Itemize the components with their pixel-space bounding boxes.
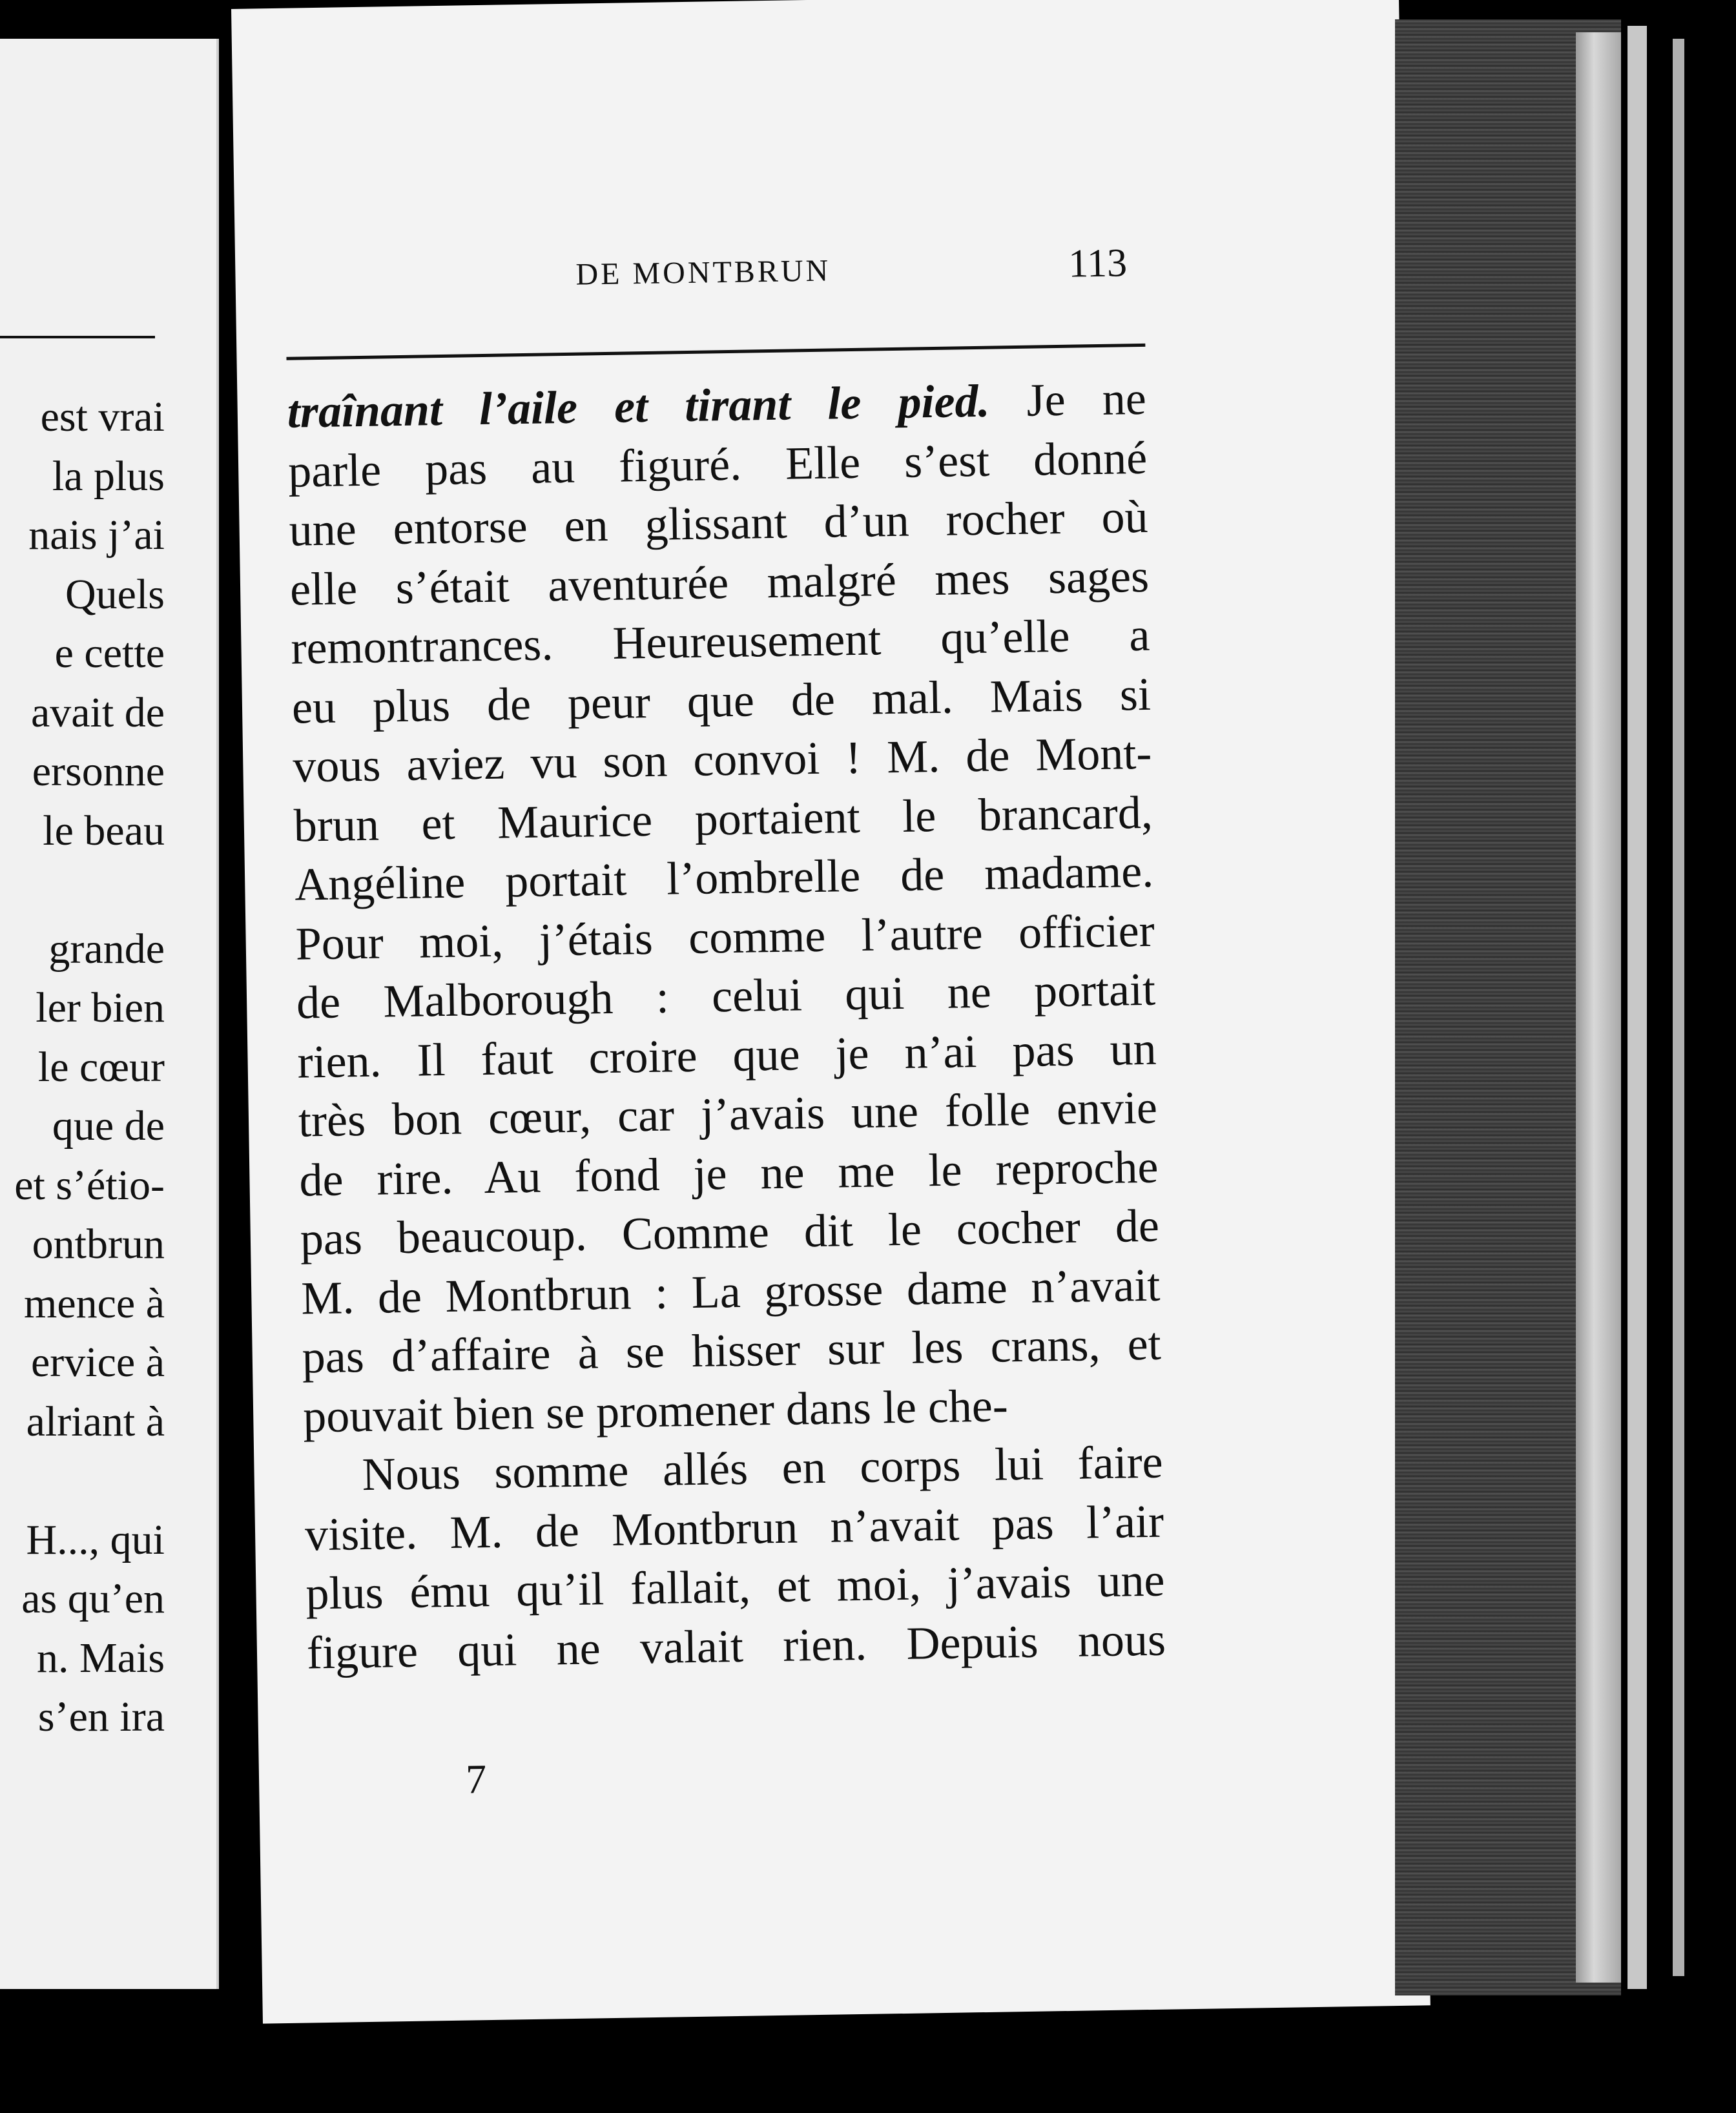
body-line: plus ému qu’il fallait, et moi, j’avais une <box>305 1554 1166 1620</box>
page-edges-light <box>1576 32 1621 1983</box>
body-line: parle pas au figuré. Elle s’est donné <box>287 431 1148 497</box>
body-line: rien. Il faut croire que je n’ai pas un <box>296 1022 1157 1088</box>
left-line: H..., qui <box>26 1516 165 1563</box>
signature-mark: 7 <box>465 1756 487 1802</box>
body-line: de Malborough : celui qui ne portait <box>296 963 1156 1029</box>
left-line: n. Mais <box>37 1634 165 1682</box>
body-line: pouvait bien se promener dans le che- <box>302 1379 1009 1443</box>
left-page <box>0 39 219 1989</box>
body-line: très bon cœur, car j’avais une folle envie <box>298 1081 1158 1147</box>
left-line: grande <box>48 925 165 973</box>
left-line: s’en ira <box>37 1693 165 1740</box>
italic-phrase: traînant l’aile et tirant le pied. <box>287 375 991 438</box>
left-line: avait de <box>30 688 165 736</box>
body-line: eu plus de peur que de mal. Mais si <box>291 668 1152 734</box>
body-line: de rire. Au fond je ne me le reproche <box>298 1140 1159 1206</box>
left-line: le cœur <box>37 1043 165 1091</box>
page-number: 113 <box>1068 241 1128 286</box>
left-line: le beau <box>43 807 165 854</box>
body-line: remontrances. Heureusement qu’elle a <box>290 608 1151 674</box>
left-line: alriant à <box>26 1397 165 1445</box>
left-page-text <box>0 387 165 1747</box>
left-line: la plus <box>52 452 165 500</box>
left-line: nais j’ai <box>28 511 165 559</box>
body-line: pas d’affaire à se hisser sur les crans, et <box>302 1317 1162 1383</box>
left-line: Quels <box>65 570 165 618</box>
body-line: pas beaucoup. Comme dit le cocher de <box>300 1199 1160 1265</box>
left-line: ontbrun <box>32 1221 165 1268</box>
body-line: brun et Maurice portaient le brancard, <box>293 786 1153 852</box>
left-line <box>0 1451 165 1510</box>
running-head: DE MONTBRUN <box>575 253 831 292</box>
body-line: une entorse en glissant d’un rocher où <box>289 490 1149 556</box>
right-page <box>231 0 1431 2024</box>
left-page-rule <box>0 336 155 338</box>
left-line <box>0 860 165 920</box>
body-line: M. de Montbrun : La grosse dame n’avait <box>300 1259 1161 1324</box>
body-line: Pour moi, j’étais comme l’autre officier <box>295 904 1155 970</box>
body-line: figure qui ne valait rien. Depuis nous <box>306 1613 1166 1678</box>
body-line: elle s’était aventurée malgré mes sages <box>289 550 1150 615</box>
page-edge-line <box>1673 39 1684 1976</box>
body-line: visite. M. de Montbrun n’avait pas l’air <box>304 1495 1164 1560</box>
left-line: ervice à <box>31 1339 165 1386</box>
left-line: ler bien <box>36 984 165 1031</box>
left-line: mence à <box>23 1279 165 1327</box>
left-line: que de <box>52 1102 165 1149</box>
body-line-rest: Je ne <box>1026 372 1147 426</box>
left-line: e cette <box>54 630 165 677</box>
body-text <box>287 369 1166 1683</box>
body-line: Angéline portait l’ombrelle de madame. <box>294 845 1154 911</box>
left-line: et s’étio- <box>14 1161 165 1209</box>
left-line: ersonne <box>32 748 165 795</box>
page-edge-strip <box>1628 26 1647 1989</box>
left-line: as qu’en <box>21 1575 165 1622</box>
body-line: Nous somme allés en corps lui faire <box>362 1436 1164 1501</box>
header-rule <box>286 344 1145 360</box>
body-line: vous aviez vu son convoi ! M. de Mont- <box>292 727 1152 792</box>
page-header <box>235 236 1403 306</box>
left-line: est vrai <box>40 393 165 440</box>
